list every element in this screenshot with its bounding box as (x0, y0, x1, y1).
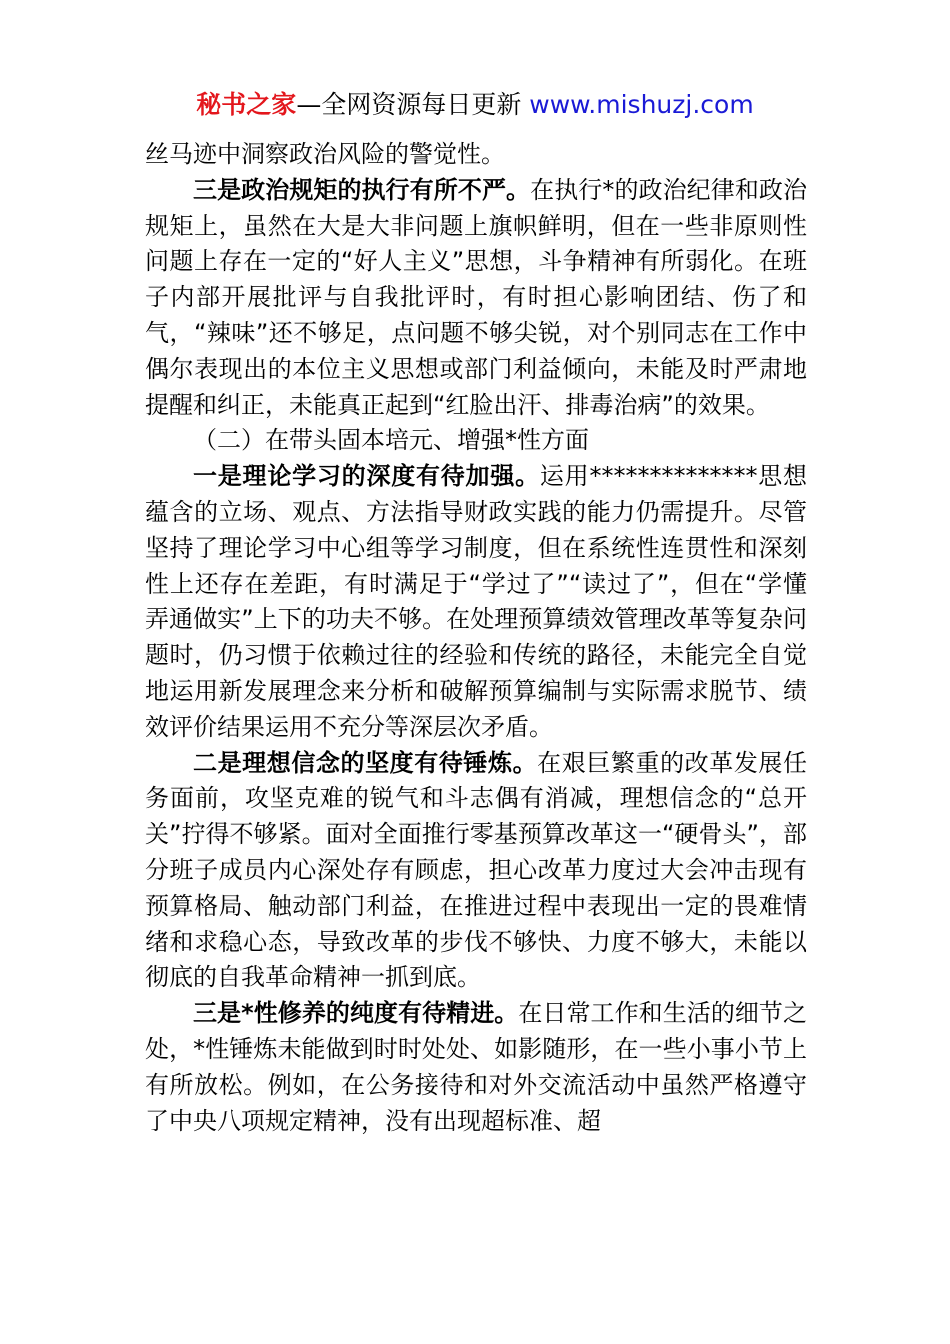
paragraph-text: 在艰巨繁重的改革发展任务面前，攻坚克难的锐气和斗志偶有消减，理想信念的“总开关”拧得不够紧。面对全面推行零基预算改革这一“硬骨头”，部分班子成员内心深处存有顾虑，担心改革力度过大会冲击现有预算格局、触动部门利益，在推进过程中表现出一定的畏难情绪和求稳心态，导致改革的步伐不够快、力度不够大，未能以彻底的自我革命精神一抓到底。 (145, 748, 808, 992)
header-url-link[interactable]: www.mishuzj.com (529, 90, 754, 119)
paragraph (145, 173, 807, 424)
paragraph-text: 在执行*的政治纪律和政治规矩上，虽然在大是大非问题上旗帜鲜明，但在一些非原则性问题上存在一定的“好人主义”思想，斗争精神有所弱化。在班子内部开展批评与自我批评时，有时担心影响团结、伤了和气，“辣味”还不够足，点问题不够尖锐，对个别同志在工作中偶尔表现出的本位主义思想或部门利益倾向，未能及时严肃地提醒和纠正，未能真正起到“红脸出汗、排毒治病”的效果。 (145, 175, 808, 419)
paragraph-text: 在日常工作和生活的细节之处，*性锤炼未能做到时时处处、如影随形，在一些小事小节上有所放松。例如，在公务接待和对外交流活动中虽然严格遵守了中央八项规定精神，没有出现超标准、超 (145, 999, 807, 1135)
section-heading (145, 423, 807, 459)
section-heading-text: （二）在带头固本培元、增强*性方面 (193, 426, 589, 455)
document-body (145, 137, 807, 1139)
header-brand: 秘书之家 (196, 90, 297, 119)
paragraph-text: 运用**************思想蕴含的立场、观点、方法指导财政实践的能力仍需提升。尽管坚持了理论学习中心组等学习制度，但在系统性连贯性和深刻性上还存在差距，有时满足于“学过了”“读过了”，但在“学懂弄通做实”上下的功夫不够。在处理预算绩效管理改革等复杂问题时，仍习惯于依赖过往的经验和传统的路径，未能完全自觉地运用新发展理念来分析和破解预算编制与实际需求脱节、绩效评价结果运用不充分等深层次矛盾。 (145, 462, 808, 741)
paragraph-lead: 三是*性修养的纯度有待精进。 (193, 999, 519, 1028)
paragraph-lead: 三是政治规矩的执行有所不严。 (193, 175, 531, 204)
page-header (0, 88, 950, 122)
header-tagline: —全网资源每日更新 (296, 90, 530, 119)
paragraph (145, 746, 807, 997)
paragraph (145, 459, 807, 745)
paragraph (145, 996, 807, 1139)
paragraph-lead: 一是理论学习的深度有待加强。 (193, 462, 540, 491)
paragraph-lead: 二是理想信念的坚度有待锤炼。 (193, 748, 538, 777)
paragraph (145, 137, 807, 173)
paragraph-text: 丝马迹中洞察政治风险的警觉性。 (145, 140, 505, 168)
